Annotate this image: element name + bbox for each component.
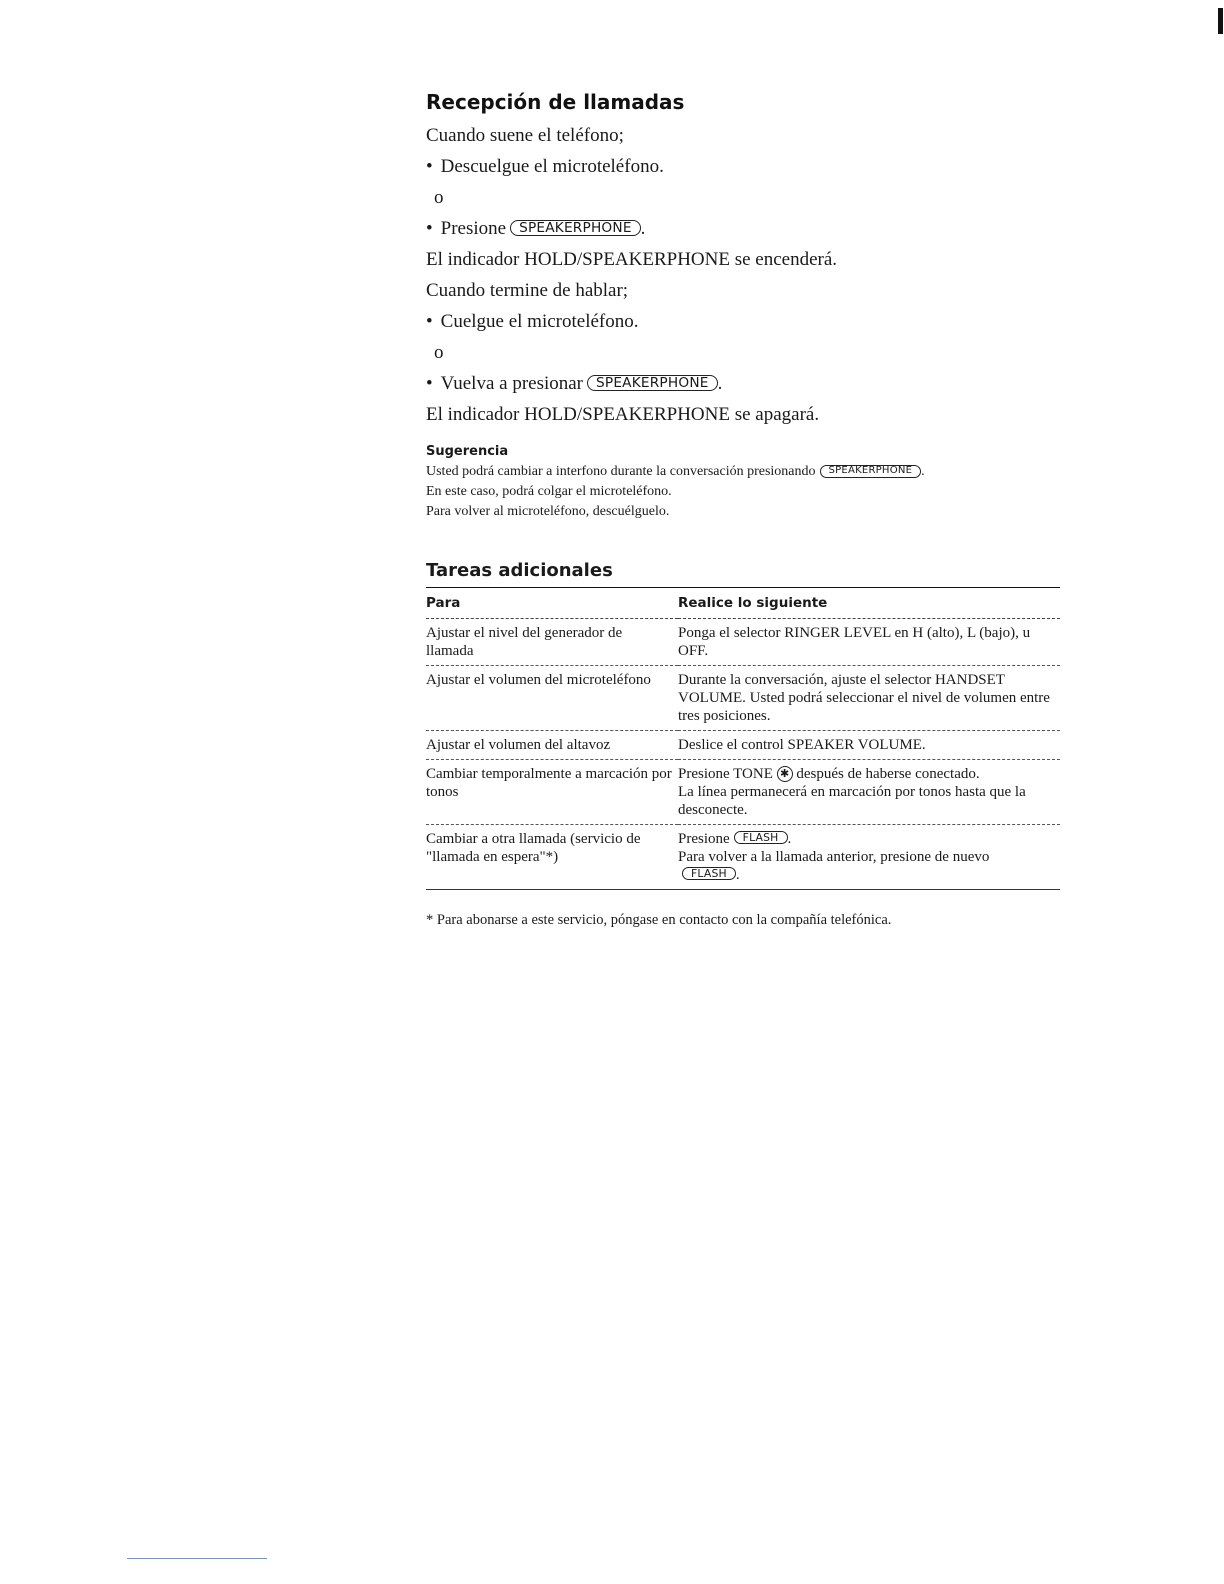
bullet-hang-up-text: Cuelgue el microteléfono.: [440, 311, 639, 332]
table-cell-para: Ajustar el volumen del microteléfono: [426, 666, 678, 731]
or-separator: o: [434, 187, 444, 208]
table-header-row: [426, 588, 1060, 619]
page-content: [426, 90, 1060, 929]
cell-text: Presione: [678, 831, 730, 847]
column-header-realice: Realice lo siguiente: [678, 588, 1060, 619]
tip-line-1-suffix: .: [921, 464, 925, 479]
tip-box: [426, 444, 1060, 522]
or-separator-2: o: [434, 342, 444, 363]
table-cell-para: Ajustar el volumen del altavoz: [426, 731, 678, 760]
tip-title: Sugerencia: [426, 444, 509, 459]
bullet-pick-up-text: Descuelgue el microteléfono.: [440, 156, 664, 177]
cell-line: [678, 830, 1054, 848]
section-title-tasks: Tareas adicionales: [426, 560, 613, 581]
cell-text-suffix: .: [787, 831, 792, 847]
bullet-press-suffix: .: [640, 218, 646, 239]
cell-text-suffix-2: .: [735, 867, 740, 883]
table-cell-realice: Deslice el control SPEAKER VOLUME.: [678, 731, 1060, 760]
cell-line-3: [678, 866, 1054, 884]
flash-key: FLASH: [734, 831, 788, 844]
column-header-para: Para: [426, 588, 678, 619]
cell-text-suffix: después de haberse conectado.: [796, 766, 980, 782]
table-row: [426, 760, 1060, 825]
table-cell-para: Ajustar el nivel del generador de llamada: [426, 619, 678, 666]
indicator-on-text: El indicador HOLD/SPEAKERPHONE se encenderá.: [426, 249, 838, 270]
page-edge-mark: [1218, 8, 1223, 34]
tip-line-1: [426, 462, 1060, 482]
bullet-press-speakerphone: [426, 213, 1060, 244]
indicator-off-text: El indicador HOLD/SPEAKERPHONE se apagará.: [426, 404, 820, 425]
bullet-press-again-suffix: .: [717, 373, 723, 394]
tip-line-1-text: Usted podrá cambiar a interfono durante la conversación presionando: [426, 464, 816, 479]
table-row: [426, 619, 1060, 666]
table-cell-para: Cambiar temporalmente a marcación por tonos: [426, 760, 678, 825]
bullet-pick-up: [426, 151, 1060, 182]
bullet-press-again: [426, 368, 1060, 399]
section-title-reception: Recepción de llamadas: [426, 90, 685, 114]
intro-text: Cuando suene el teléfono;: [426, 125, 624, 146]
bottom-rule: [127, 1558, 267, 1559]
tasks-table: [426, 587, 1060, 890]
bullet-press-prefix: Presione: [440, 218, 507, 239]
footnote: * Para abonarse a este servicio, póngase en contacto con la compañía telefónica.: [426, 912, 892, 928]
flash-key-2: FLASH: [682, 867, 736, 880]
table-row: [426, 825, 1060, 890]
reception-body: [426, 120, 1060, 430]
speakerphone-key-3: SPEAKERPHONE: [820, 465, 922, 478]
cell-line-2: La línea permanecerá en marcación por tonos hasta que la desconecte.: [678, 784, 1026, 818]
table-cell-realice: Durante la conversación, ajuste el selector HANDSET VOLUME. Usted podrá seleccionar el nivel de volumen entre tres posiciones.: [678, 666, 1060, 731]
cell-text: Presione TONE: [678, 766, 773, 782]
table-cell-para: Cambiar a otra llamada (servicio de "llamada en espera"*): [426, 831, 641, 865]
when-done-text: Cuando termine de hablar;: [426, 280, 629, 301]
tip-line-2: En este caso, podrá colgar el microteléfono.: [426, 484, 672, 499]
speakerphone-key: SPEAKERPHONE: [510, 220, 641, 236]
bullet-press-again-prefix: Vuelva a presionar: [440, 373, 584, 394]
star-key-icon: ✱: [777, 766, 793, 782]
table-cell-realice: Ponga el selector RINGER LEVEL en H (alto), L (bajo), u OFF.: [678, 619, 1060, 666]
speakerphone-key-2: SPEAKERPHONE: [587, 375, 718, 391]
table-cell-realice: [678, 760, 1060, 825]
table-row: [426, 731, 1060, 760]
tip-line-3: Para volver al microteléfono, descuélguelo.: [426, 504, 670, 519]
table-cell-realice: [678, 825, 1060, 890]
cell-line: [678, 765, 1054, 783]
bullet-hang-up: [426, 306, 1060, 337]
table-row: [426, 666, 1060, 731]
cell-line-2: Para volver a la llamada anterior, presione de nuevo: [678, 849, 990, 865]
